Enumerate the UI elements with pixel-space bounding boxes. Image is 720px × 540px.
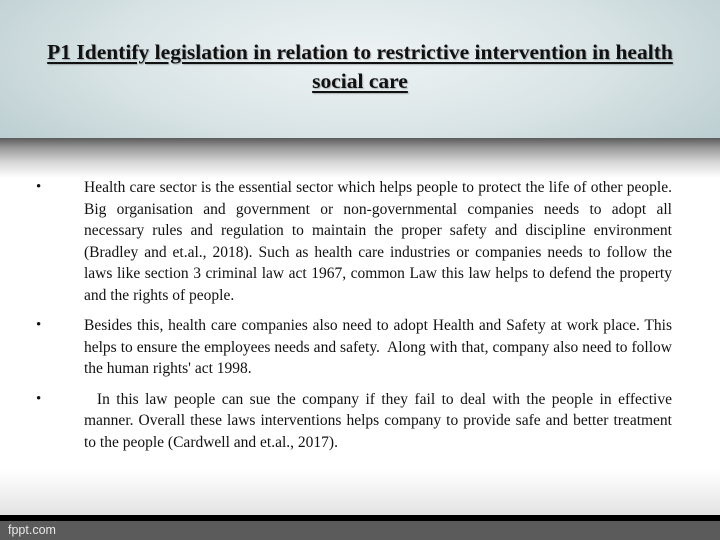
bullet-list — [36, 177, 676, 462]
bottom-fade — [0, 470, 720, 515]
header-shadow — [0, 138, 720, 178]
footer-band — [0, 521, 720, 540]
bullet-item — [36, 389, 676, 454]
bullet-item — [36, 177, 676, 306]
bullet-item — [36, 315, 676, 380]
bullet-text: Health care sector is the essential sector which helps people to protect the life of other people. Big organisation and government or non-governmental companies needs to adopt all necessary rules and regulation to maintain the proper safety and discipline environment (Bradley and et.al., 2018). Such as health care industries or companies needs to follow the laws like section 3 criminal law act 1967, common Law this law helps to defend the property and the rights of people. — [84, 179, 676, 304]
watermark: fppt.com — [8, 523, 56, 537]
slide-title: P1 Identify legislation in relation to restrictive intervention in health social care — [47, 40, 673, 93]
bullet-icon: • — [36, 390, 42, 407]
bullet-text: In this law people can sue the company if they fail to deal with the people in effective manner. Overall these laws interventions helps company to provide safe and better treatment to the people (Cardwell and et.al., 2017). — [84, 390, 676, 451]
bullet-icon: • — [36, 317, 42, 333]
bullet-icon: • — [36, 179, 42, 195]
bullet-text: Besides this, health care companies also need to adopt Health and Safety at work place. This helps to ensure the employees needs and safety. Along with that, company also need to follow the human rights' act 1998. — [84, 317, 676, 377]
